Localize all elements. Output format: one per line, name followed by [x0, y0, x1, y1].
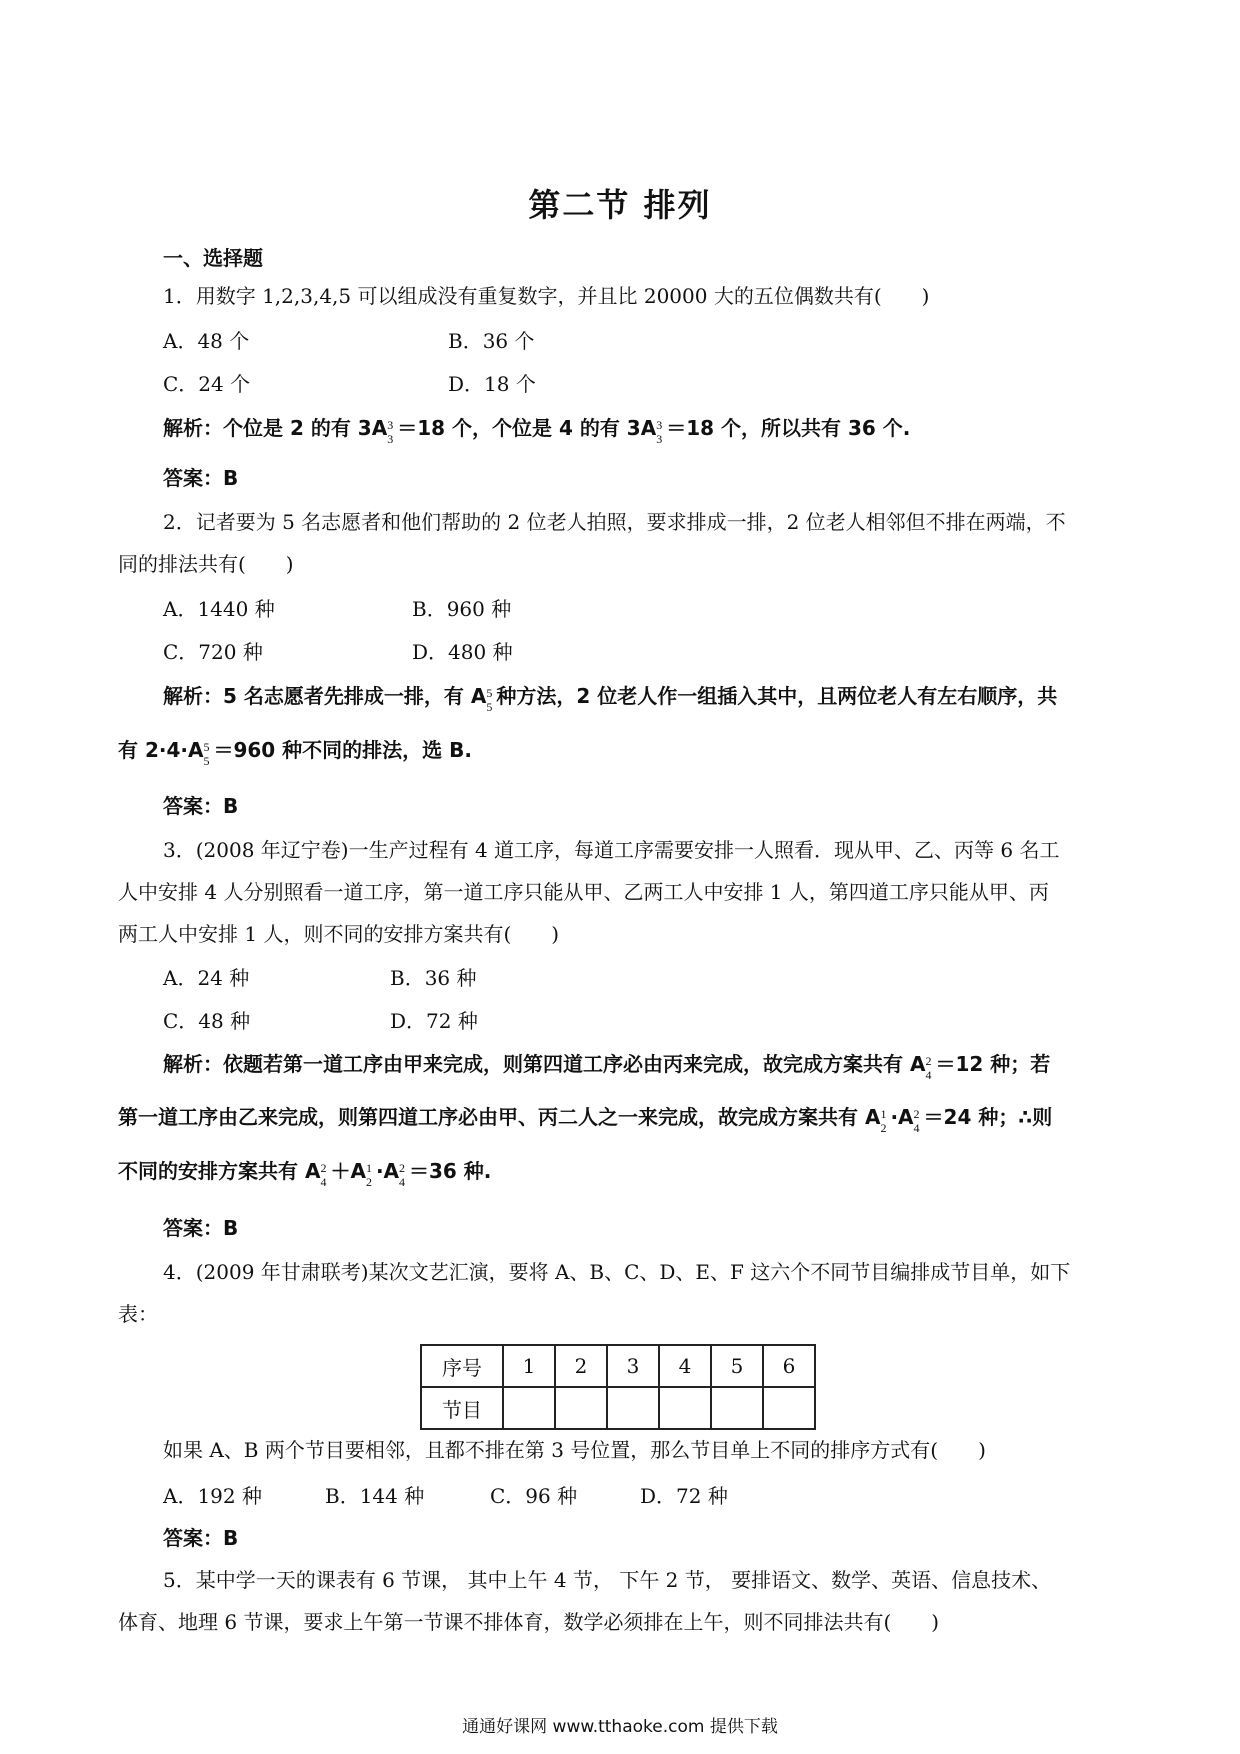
table-cell — [607, 1387, 659, 1429]
q2-option-d: D．480 种 — [412, 640, 513, 664]
table-row — [421, 1387, 815, 1429]
question-4-stem-line3: 如果 A、B 两个节目要相邻，且都不排在第 3 号位置，那么节目单上不同的排序方式有( ) — [163, 1438, 986, 1462]
q3-option-d: D．72 种 — [390, 1009, 478, 1033]
q4-option-a: A．192 种 — [163, 1484, 262, 1508]
table-cell: 1 — [503, 1345, 555, 1387]
q2-analysis-line2: 有 2·4·A 5 5 ＝960 种不同的排法，选 B. — [118, 738, 472, 768]
q1-option-b: B．36 个 — [448, 329, 535, 353]
page-title: 第二节 排列 — [528, 186, 712, 224]
question-4-stem-line1: 4．(2009 年甘肃联考)某次文艺汇演，要将 A、B、C、D、E、F 这六个不同节目编排成节目单，如下 — [163, 1260, 1071, 1284]
q3-answer: 答案：B — [163, 1216, 239, 1240]
q3-option-c: C．48 种 — [163, 1009, 251, 1033]
q2-analysis-line1: 解析：5 名志愿者先排成一排，有 A 5 5 种方法，2 位老人作一组插入其中，且两位老人有左右顺序，共 — [163, 684, 1058, 714]
section-heading: 一、选择题 — [163, 246, 263, 270]
table-cell: 3 — [607, 1345, 659, 1387]
q1-option-c: C．24 个 — [163, 372, 251, 396]
question-2-stem-line1: 2．记者要为 5 名志愿者和他们帮助的 2 位老人拍照，要求排成一排，2 位老人相邻但不排在两端，不 — [163, 510, 1066, 534]
table-cell: 5 — [711, 1345, 763, 1387]
q4-option-d: D．72 种 — [640, 1484, 728, 1508]
question-1-stem: 1．用数字 1,2,3,4,5 可以组成没有重复数字，并且比 20000 大的五位偶数共有( ) — [163, 284, 930, 308]
q3-analysis-line2: 第一道工序由乙来完成，则第四道工序必由甲、丙二人之一来完成，故完成方案共有 A 1 2 ·A 2 4 ＝24 种；∴则 — [118, 1105, 1053, 1135]
q4-answer: 答案：B — [163, 1526, 239, 1550]
table-cell: 2 — [555, 1345, 607, 1387]
question-3-stem-line1: 3．(2008 年辽宁卷)一生产过程有 4 道工序，每道工序需要安排一人照看．现从甲、乙、丙等 6 名工 — [163, 838, 1060, 862]
q1-analysis: 解析：个位是 2 的有 3A 3 3 ＝18 个，个位是 4 的有 3A 3 3 ＝18 个，所以共有 36 个. — [163, 416, 911, 446]
question-5-stem-line2: 体育、地理 6 节课，要求上午第一节课不排体育，数学必须排在上午，则不同排法共有( ) — [118, 1610, 940, 1634]
question-3-stem-line2: 人中安排 4 人分别照看一道工序，第一道工序只能从甲、乙两工人中安排 1 人，第四道工序只能从甲、丙 — [118, 880, 1049, 904]
q4-option-c: C．96 种 — [490, 1484, 578, 1508]
question-2-stem-line2: 同的排法共有( ) — [118, 552, 294, 576]
table-cell: 6 — [763, 1345, 815, 1387]
q1-option-d: D．18 个 — [448, 372, 536, 396]
program-table — [420, 1344, 816, 1430]
q4-option-b: B．144 种 — [325, 1484, 425, 1508]
table-cell — [763, 1387, 815, 1429]
table-cell — [555, 1387, 607, 1429]
table-cell — [503, 1387, 555, 1429]
table-cell — [659, 1387, 711, 1429]
question-4-stem-line2: 表： — [118, 1302, 158, 1326]
q3-analysis-line3: 不同的安排方案共有 A 2 4 ＋A 1 2 ·A 2 4 ＝36 种. — [118, 1159, 492, 1189]
q2-option-b: B．960 种 — [412, 597, 512, 621]
table-cell — [711, 1387, 763, 1429]
table-row — [421, 1345, 815, 1387]
q3-option-a: A．24 种 — [163, 966, 250, 990]
question-5-stem-line1: 5．某中学一天的课表有 6 节课， 其中上午 4 节， 下午 2 节， 要排语文、数学、英语、信息技术、 — [163, 1568, 1052, 1592]
page-footer: 通通好课网 www.tthaoke.com 提供下载 — [462, 1717, 778, 1737]
q2-answer: 答案：B — [163, 794, 239, 818]
table-header-cell: 节目 — [421, 1387, 503, 1429]
q3-analysis-line1: 解析：依题若第一道工序由甲来完成，则第四道工序必由丙来完成，故完成方案共有 A 2 4 ＝12 种；若 — [163, 1052, 1051, 1082]
table-header-cell: 序号 — [421, 1345, 503, 1387]
q1-option-a: A．48 个 — [163, 329, 250, 353]
table-cell: 4 — [659, 1345, 711, 1387]
q2-option-c: C．720 种 — [163, 640, 263, 664]
q3-option-b: B．36 种 — [390, 966, 477, 990]
q2-option-a: A．1440 种 — [163, 597, 275, 621]
q1-answer: 答案：B — [163, 466, 239, 490]
question-3-stem-line3: 两工人中安排 1 人，则不同的安排方案共有( ) — [118, 922, 560, 946]
